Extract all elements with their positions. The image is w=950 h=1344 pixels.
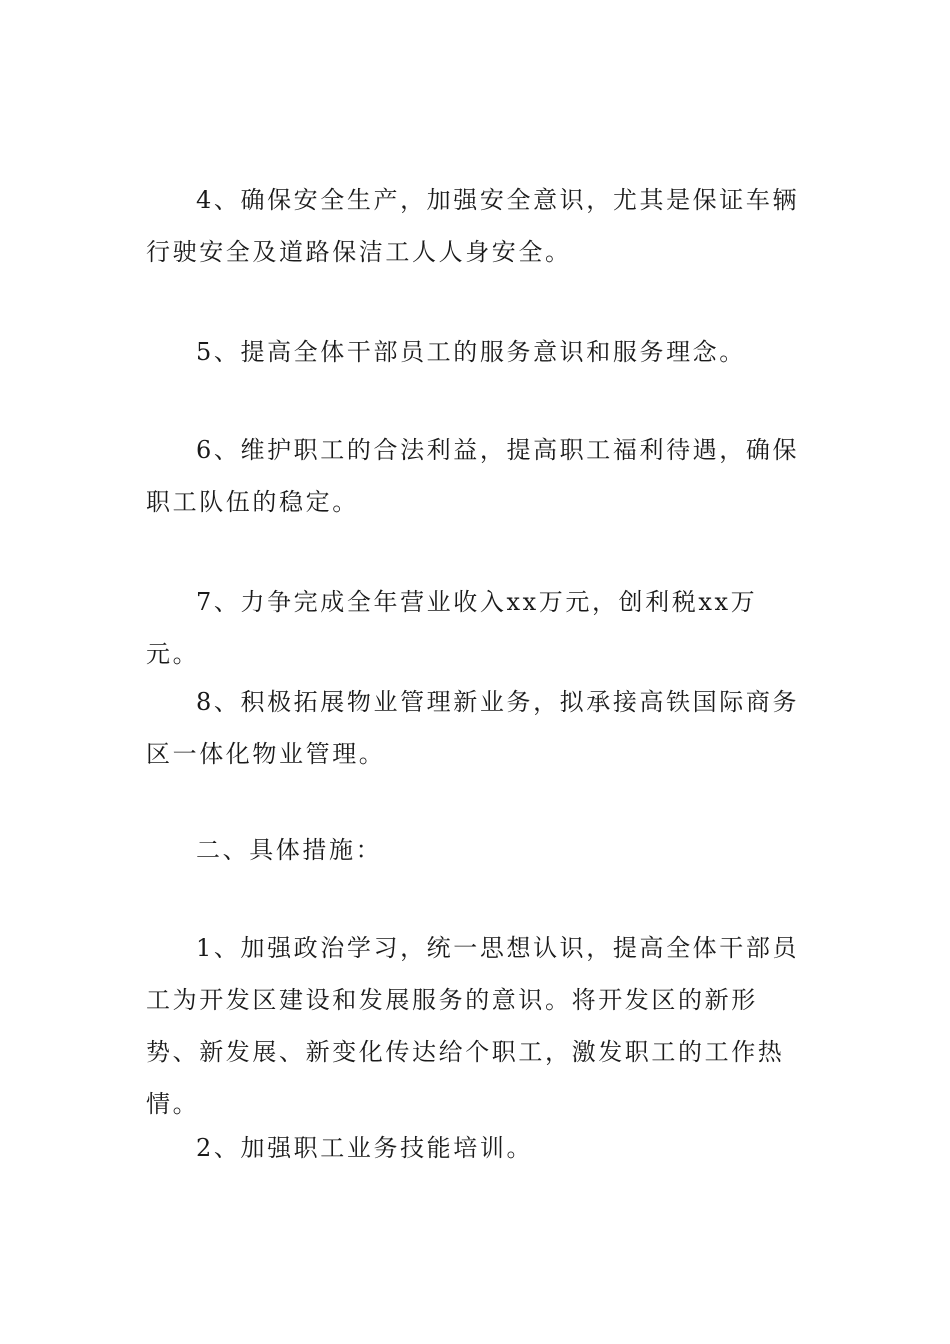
paragraph-goal-8: 8、积极拓展物业管理新业务，拟承接高铁国际商务区一体化物业管理。: [146, 688, 800, 768]
paragraph-measure-2: 2、加强职工业务技能培训。: [196, 1134, 534, 1162]
section-heading-measures: 二、具体措施：: [196, 836, 383, 864]
paragraph-goal-4: 4、确保安全生产，加强安全意识，尤其是保证车辆行驶安全及道路保洁工人人身安全。: [146, 186, 800, 266]
paragraph-goal-6: 6、维护职工的合法利益，提高职工福利待遇，确保职工队伍的稳定。: [146, 436, 800, 516]
paragraph-measure-1: 1、加强政治学习，统一思想认识，提高全体干部员工为开发区建设和发展服务的意识。将开发区的新形势、新发展、新变化传达给个职工，激发职工的工作热情。: [146, 934, 800, 1118]
paragraph-goal-7: 7、力争完成全年营业收入xx万元，创利税xx万元。: [146, 588, 758, 668]
paragraph-goal-5: 5、提高全体干部员工的服务意识和服务理念。: [196, 338, 746, 366]
